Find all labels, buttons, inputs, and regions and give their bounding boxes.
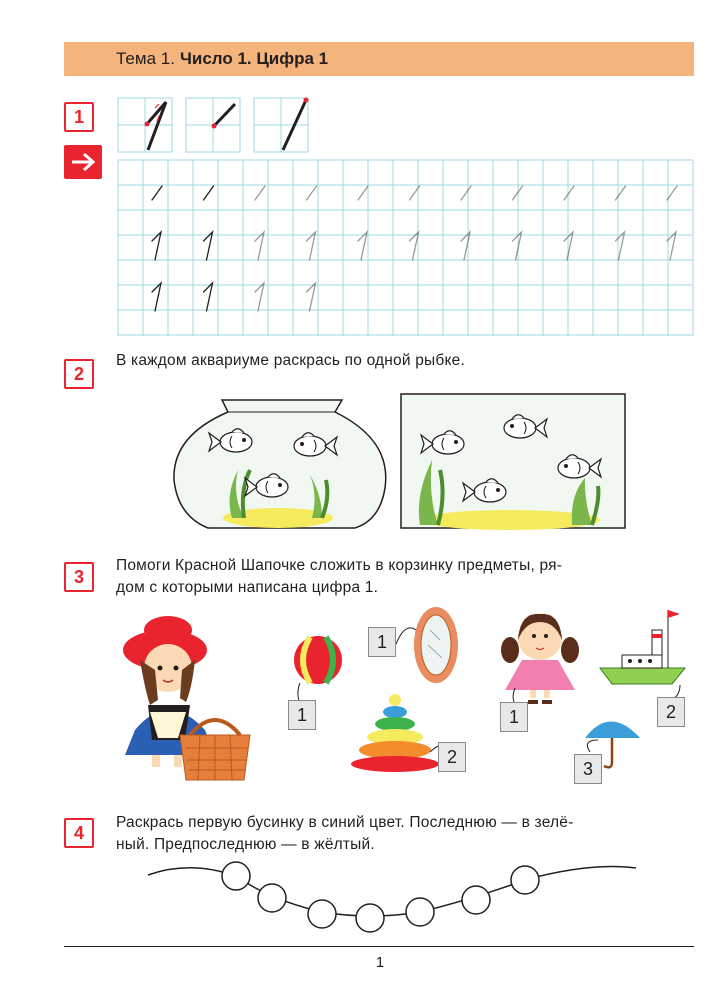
task-number-2: 2	[64, 359, 94, 389]
label-ship: 2	[657, 697, 685, 727]
task-4-line-2: ный. Предпоследнюю — в жёлтый.	[116, 836, 375, 853]
task-number-4: 4	[64, 818, 94, 848]
task-2-text: В каждом аквариуме раскрась по одной рыбке.	[116, 352, 465, 369]
topic-prefix: Тема 1.	[116, 49, 175, 68]
label-doll: 1	[500, 702, 528, 732]
bead	[356, 904, 384, 932]
task-number-3: 3	[64, 562, 94, 592]
bead	[308, 900, 336, 928]
topic-title: Число 1. Цифра 1	[179, 49, 329, 68]
task-3-line-1: Помоги Красной Шапочке сложить в корзинку предметы, ря-	[116, 557, 563, 574]
task-number-1: 1	[64, 102, 94, 132]
label-mirror: 1	[368, 627, 396, 657]
task-4-line-1: Раскрась первую бусинку в синий цвет. Последнюю — в зелё-	[116, 814, 574, 831]
label-pyramid: 2	[438, 742, 466, 772]
bead	[258, 884, 286, 912]
bead	[406, 898, 434, 926]
bead	[511, 866, 539, 894]
page-number: 1	[375, 954, 385, 971]
bead	[222, 862, 250, 890]
page-divider	[64, 946, 694, 947]
task-3-line-2: дом с которыми написана цифра 1.	[116, 579, 379, 596]
label-ball: 1	[288, 700, 316, 730]
bead	[462, 886, 490, 914]
label-umbrella: 3	[574, 754, 602, 784]
